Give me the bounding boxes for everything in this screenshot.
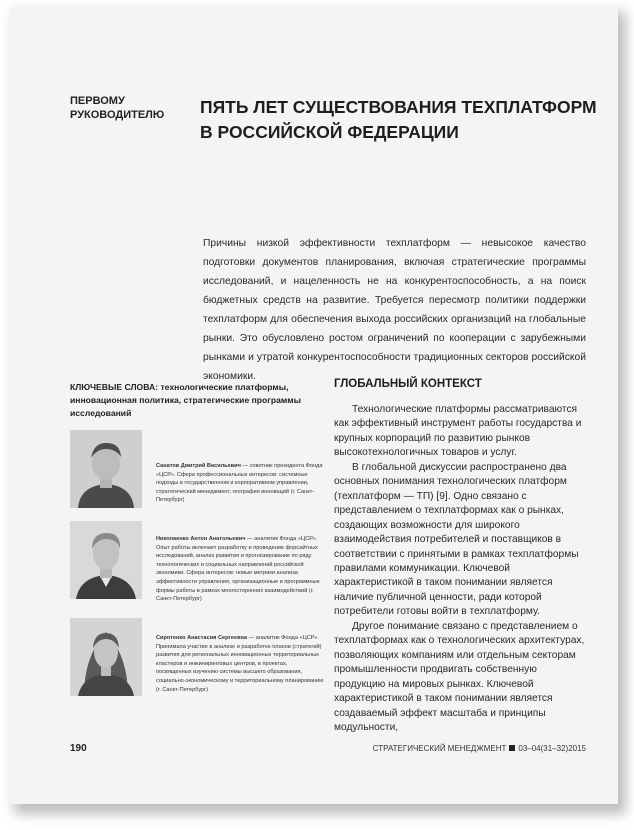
author-bio [156,462,324,505]
author-name: Сиротенко Анастасия Сергеевна [156,635,248,641]
abstract: Причины низкой эффективности техплатформ — невысокое качество подготовки документов планирования, включая стратегические программы исследований, и нацеленность не на конкурентоспособность, а на поиск бюджетных средств на развитие. Требуется пересмотр политики поддержки техплатформ для обеспечения выхода российских организаций на глобальные рынки. Это обусловлено ростом ограничений по кооперации с зарубежными рынками и утратой конкурентоспособности традиционных секторов российской экономики. [203,238,586,382]
paragraph: В глобальной дискуссии распространено два основных понимания технологических платформ (техплатформ — ТП) [9]. Одно связано с представлением о техплатформах как о рынках, создающих возможности для широкого взаимодействия потребителей и поставщиков в соответствии с принятыми в рамках техплатформы правилами коммуникации. Ключевой характеристикой в таком понимании является наличие публичной ценности, ради которой потребители готовы войти в техплатформу. [334,461,579,618]
author-photo [70,430,142,508]
author-name: Санатов Дмитрий Васильевич [156,463,241,469]
journal-issue: 03–04(31–32)2015 [518,744,586,753]
author-bio [156,634,324,694]
paragraph: Технологические платформы рассматриваются как эффективный инструмент работы государства и крупных корпораций по развитию рынков высокотехнологичных товаров и услуг. [334,404,582,459]
body-text [334,403,587,735]
author-bio [156,535,324,604]
page-number: 190 [70,743,87,754]
author-photo [70,618,142,696]
section-heading: ГЛОБАЛЬНЫЙ КОНТЕКСТ [334,378,482,390]
author-photo [70,521,142,599]
article-title: ПЯТЬ ЛЕТ СУЩЕСТВОВАНИЯ ТЕХПЛАТФОРМ В РОССИЙСКОЙ ФЕДЕРАЦИИ [200,97,597,142]
author-name: Николаенко Антон Анатольевич [156,536,246,542]
section-label: ПЕРВОМУ РУКОВОДИТЕЛЮ [70,95,165,121]
author-description: — советник президента Фонда «ЦСР». Сфера профессиональных интересов: системные подходы в государственном и корпоративном управлении, стратегический менеджмент, география инноваций (г. Санкт-Петербург) [156,463,323,504]
author-description: — аналитик Фонда «ЦСР». Принимала участие в анализе и разработке планов (стратегий) развития для региональных инновационных территориальных кластеров и инжиниринговых центров, в проектах, посвященных изучению системы высшего образования, социально-экономическому и территориальному планированию (г. Санкт-Петербург) [156,635,324,693]
paragraph: Другое понимание связано с представлением о техплатформах как о технологических архитектурах, позволяющих компаниям или отдельным секторам промышленности продвигать собственную продукцию на мировых рынках. Ключевой характеристикой в таком понимании является создаваемый эффект масштаба и принципы модульности, [334,620,585,733]
keywords: КЛЮЧЕВЫЕ СЛОВА: технологические платформы, инновационная политика, стратегические программы исследований [70,382,301,418]
square-separator-icon [509,745,515,751]
author-description: — аналитик Фонда «ЦСР». Опыт работы включает разработку и проведение форсайтных исследований, анализ развития и прогнозирование по ряду технологических и социальных направлений российской экономики. Сфера интересов: новые метрики анализа эффективности управления, организационные и программные формы работы в рамках многосторонних взаимодействий (г. Санкт-Петербург) [156,536,320,603]
journal-name: СТРАТЕГИЧЕСКИЙ МЕНЕДЖМЕНТ [372,744,507,753]
journal-footer [370,744,586,753]
